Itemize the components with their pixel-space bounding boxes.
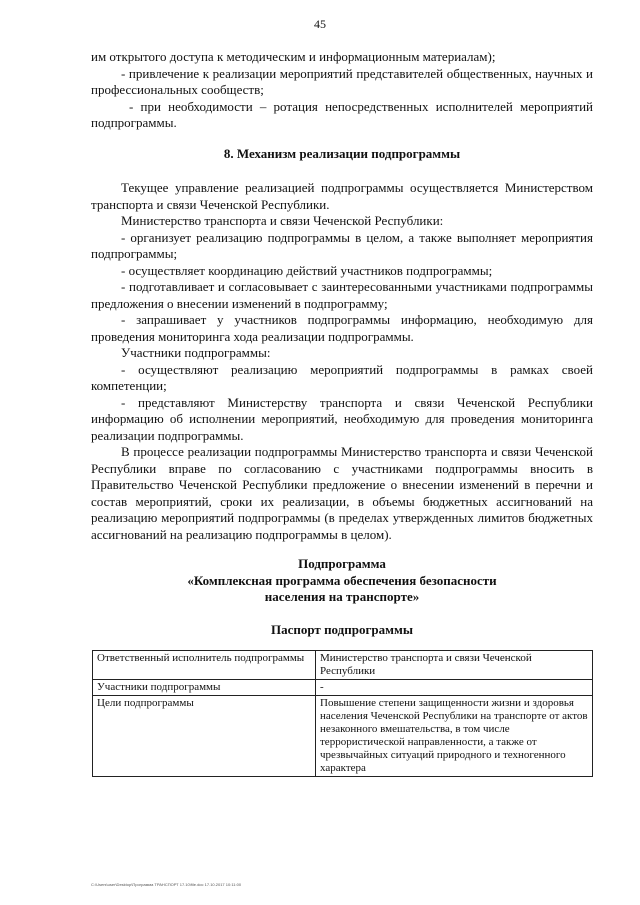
paragraph-participants-intro: Участники подпрограммы: [121,345,271,360]
section-heading: 8. Механизм реализации подпрограммы [223,145,461,161]
row-value: Министерство транспорта и связи Чеченской Республики [316,651,593,680]
row-label: Ответственный исполнитель подпрограммы [93,651,316,680]
subprogram-name-line1: «Комплексная программа обеспечения безопасности [187,572,497,588]
subprogram-name-line2: населения на транспорте» [264,589,420,604]
paragraph-participants-implement: - осуществляют реализацию мероприятий подпрограммы в рамках своей компетенции; [91,361,593,393]
passport-title: Паспорт подпрограммы [271,621,413,637]
paragraph-continuation: им открытого доступа к методическим и информационным материалам); [91,49,496,64]
row-label: Участники подпрограммы [93,680,316,696]
row-value: Повышение степени защищенности жизни и здоровья населения Чеченской Республики на транспорте от актов незаконного вмешательства, в том числе террористической направленности, а также от чрезвычайных ситуаций природного и техногенного характера [316,696,593,777]
paragraph-prepares: - подготавливает и согласовывает с заинтересованными участниками подпрограммы предложения о внесении изменений в подпрограмму; [91,279,593,311]
paragraph-ministry-intro: Министерство транспорта и связи Чеченской Республики: [121,213,444,228]
file-path-footer: С:\Users\user\Desktop\Программа ТРАНСПОРТ 17.10\file.doc 17.10.2017 10:11:00 [91,882,242,887]
paragraph-participants-report: - представляют Министерству транспорта и связи Чеченской Республики информацию об исполнении мероприятий, необходимую для проведения мониторинга реализации подпрограммы. [91,394,593,443]
paragraph-organizes: - организует реализацию подпрограммы в целом, а также выполняет мероприятия подпрограммы; [91,229,593,261]
table-row [93,680,593,696]
table-row [93,696,593,777]
page-number: 45 [314,17,326,31]
table-row [93,651,593,680]
paragraph-rotation: - при необходимости – ротация непосредственных исполнителей мероприятий подпрограммы. [91,98,593,130]
row-value: - [316,680,593,696]
passport-table [92,650,593,777]
paragraph-coordinates: - осуществляет координацию действий участников подпрограммы; [121,262,493,278]
subprogram-label: Подпрограмма [298,556,386,571]
paragraph-involvement: - привлечение к реализации мероприятий представителей общественных, научных и профессиональных сообществ; [91,65,593,97]
paragraph-requests: - запрашивает у участников подпрограммы информацию, необходимую для проведения мониторинга хода реализации подпрограммы. [91,312,593,344]
document-body [91,49,593,777]
paragraph-current-management: Текущее управление реализацией подпрограммы осуществляется Министерством транспорта и связи Чеченской Республики. [91,180,593,212]
row-label: Цели подпрограммы [93,696,316,777]
paragraph-amendments: В процессе реализации подпрограммы Министерство транспорта и связи Чеченской Республики вправе по согласованию с участниками подпрограммы вносить в Правительство Чеченской Республики предложение о внесении изменений в перечни и состав мероприятий, сроки их реализации, в объемы бюджетных ассигнований на реализацию мероприятий подпрограммы (в пределах утвержденных лимитов бюджетных ассигнований на реализацию подпрограммы в целом). [91,444,593,542]
